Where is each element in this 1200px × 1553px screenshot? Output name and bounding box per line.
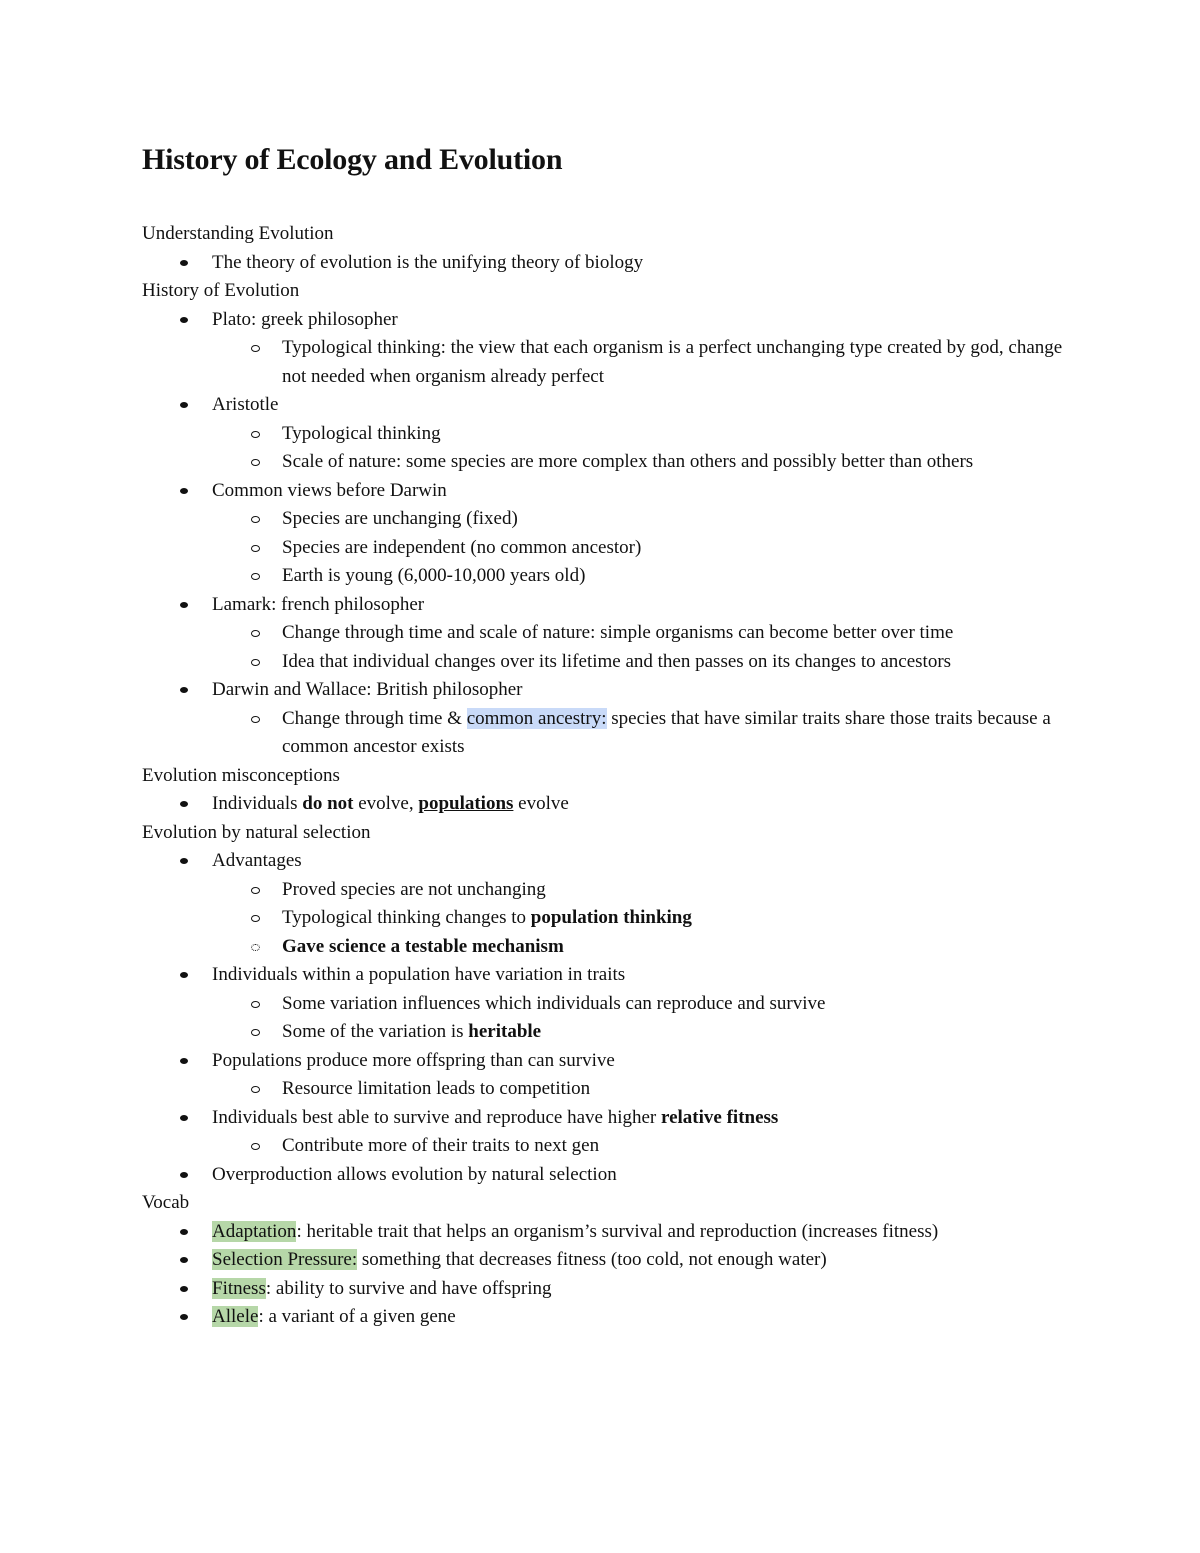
section-heading-misconceptions: Evolution misconceptions — [142, 764, 340, 786]
vocab-item — [142, 1218, 1082, 1247]
page-title: History of Ecology and Evolution — [142, 143, 563, 176]
sub-list — [212, 505, 1082, 591]
misconceptions-list — [142, 790, 1082, 819]
list-item-variation: Individuals within a population have variation in traits Some variation influences which individuals can reproduce and survive Some of the variation is heritable — [142, 961, 1082, 1047]
sub-list — [212, 705, 1082, 762]
sub-list — [212, 420, 1082, 477]
sub-list-item: Resource limitation leads to competition — [212, 1075, 1082, 1104]
section-heading-natural-selection: Evolution by natural selection — [142, 821, 371, 843]
sub-list — [212, 619, 1082, 676]
sub-list-item: Typological thinking — [212, 420, 1082, 449]
sub-list-item: Some variation influences which individuals can reproduce and survive — [212, 990, 1082, 1019]
list-item-aristotle: Aristotle Typological thinking Scale of nature: some species are more complex than others and possibly better than others — [142, 391, 1082, 477]
sub-list-item: Idea that individual changes over its lifetime and then passes on its changes to ancestors — [212, 648, 1082, 677]
vocab-item — [142, 1246, 1082, 1275]
vocab-term: Adaptation — [212, 1220, 297, 1242]
sub-list-item: Some of the variation is heritable — [212, 1018, 1082, 1047]
sub-list-item: Scale of nature: some species are more complex than others and possibly better than others — [212, 448, 1082, 477]
sub-list-item: Change through time & common ancestry: species that have similar traits share those traits because a common ancestor exists — [212, 705, 1082, 762]
list-item: Individuals do not evolve, populations evolve — [212, 793, 569, 814]
sub-list-item: Earth is young (6,000-10,000 years old) — [212, 562, 1082, 591]
section-heading-vocab: Vocab — [142, 1192, 190, 1213]
list-item-advantages: Advantages Proved species are not unchanging Typological thinking changes to population thinking Gave science a testable mechanism — [142, 847, 1082, 961]
vocab-definition: : ability to survive and have offspring — [265, 1277, 552, 1299]
underlined-text: populations — [418, 793, 514, 814]
list-item-fitness: Individuals best able to survive and reproduce have higher relative fitness Contribute more of their traits to next gen — [142, 1104, 1082, 1161]
vocab-item — [142, 1303, 1082, 1332]
list-item-overproduce: Populations produce more offspring than can survive Resource limitation leads to competition — [142, 1047, 1082, 1104]
sub-list-item: Proved species are not unchanging — [212, 876, 1082, 905]
vocab-item — [142, 1275, 1082, 1304]
list-item-common-views: Common views before Darwin Species are unchanging (fixed) Species are independent (no common ancestor) Earth is young (6,000-10,000 years old) — [142, 477, 1082, 591]
sub-list — [212, 1075, 1082, 1104]
vocab-list — [142, 1218, 1082, 1332]
document-page — [142, 140, 1082, 1332]
sub-list-item: Typological thinking changes to population thinking — [212, 904, 1082, 933]
sub-list-item: Contribute more of their traits to next gen — [212, 1132, 1082, 1161]
document-body — [142, 220, 1082, 1332]
vocab-definition: something that decreases fitness (too cold, not enough water) — [357, 1249, 827, 1270]
vocab-definition: : heritable trait that helps an organism’s survival and reproduction (increases fitness) — [296, 1220, 939, 1242]
sub-list-item: Change through time and scale of nature: simple organisms can become better over time — [212, 619, 1082, 648]
history-list — [142, 306, 1082, 762]
list-item-lamark: Lamark: french philosopher Change through time and scale of nature: simple organisms can become better over time Idea that individual changes over its lifetime and then passes on its changes to ancestors — [142, 591, 1082, 677]
vocab-term: Fitness — [212, 1277, 266, 1299]
sub-list-item: Species are independent (no common ancestor) — [212, 534, 1082, 563]
understanding-list — [142, 249, 1082, 278]
sub-list — [212, 334, 1082, 391]
vocab-definition: : a variant of a given gene — [258, 1306, 456, 1327]
highlighted-text: common ancestry: — [466, 707, 607, 729]
sub-list — [212, 990, 1082, 1047]
list-item-darwin: Darwin and Wallace: British philosopher Change through time & common ancestry: species that have similar traits share those traits because a common ancestor exists — [142, 676, 1082, 762]
list-item-overproduction: Overproduction allows evolution by natural selection — [212, 1163, 617, 1185]
vocab-term: Allele — [212, 1306, 259, 1327]
sub-list-item: Gave science a testable mechanism — [212, 933, 1082, 962]
list-item: The theory of evolution is the unifying theory of biology — [212, 251, 644, 273]
sub-list-item: Typological thinking: the view that each organism is a perfect unchanging type created by god, change not needed when organism already perfect — [212, 334, 1082, 391]
vocab-term: Selection Pressure: — [212, 1249, 358, 1270]
natural-selection-list — [142, 847, 1082, 1189]
sub-list — [212, 876, 1082, 962]
section-heading-understanding: Understanding Evolution — [142, 223, 334, 244]
section-heading-history: History of Evolution — [142, 280, 300, 301]
sub-list-item: Species are unchanging (fixed) — [212, 505, 1082, 534]
sub-list — [212, 1132, 1082, 1161]
list-item-plato: Plato: greek philosopher Typological thinking: the view that each organism is a perfect unchanging type created by god, change not needed when organism already perfect — [142, 306, 1082, 392]
